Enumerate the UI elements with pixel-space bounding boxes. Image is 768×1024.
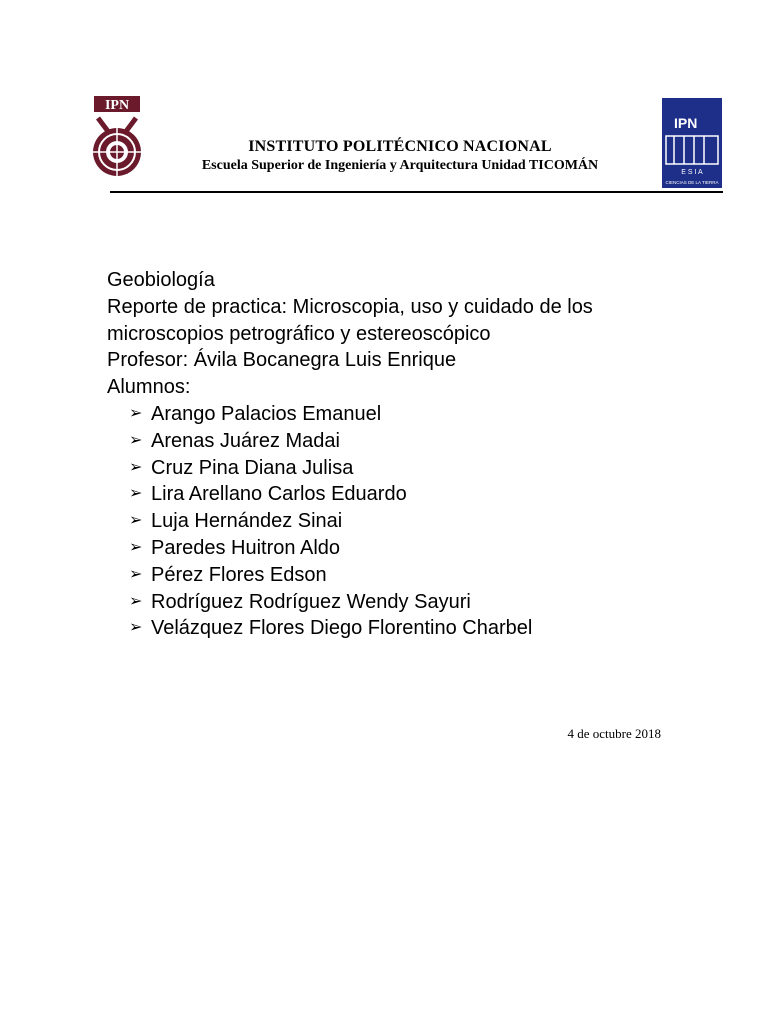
ipn-logo [90, 94, 144, 186]
school-subtitle: Escuela Superior de Ingeniería y Arquitectura Unidad TICOMÁN [201, 158, 599, 173]
student-name: Arenas Juárez Madai [151, 429, 340, 452]
arrow-bullet-icon: ➢ [129, 512, 143, 530]
arrow-bullet-icon: ➢ [129, 592, 143, 610]
report-body [107, 267, 707, 642]
report-date: 4 de octubre 2018 [567, 726, 661, 741]
svg-text:IPN: IPN [104, 98, 130, 113]
student-name: Rodríguez Rodríguez Wendy Sayuri [151, 590, 471, 613]
arrow-bullet-icon: ➢ [129, 538, 143, 556]
student-item [129, 615, 707, 642]
student-name: Paredes Huitron Aldo [151, 536, 341, 559]
professor: Profesor: Ávila Bocanegra Luis Enrique [107, 349, 457, 372]
students-label: Alumnos: [107, 376, 191, 399]
header-divider [110, 191, 723, 193]
subject: Geobiología [107, 269, 215, 291]
institution-title: INSTITUTO POLITÉCNICO NACIONAL [248, 138, 552, 155]
students-list [107, 401, 707, 642]
report-title-line-1: Reporte de practica: Microscopia, uso y cuidado de los [107, 295, 593, 318]
esia-logo [660, 96, 724, 190]
student-name: Pérez Flores Edson [151, 563, 327, 586]
arrow-bullet-icon: ➢ [129, 619, 143, 637]
arrow-bullet-icon: ➢ [129, 485, 143, 503]
arrow-bullet-icon: ➢ [129, 404, 143, 422]
student-name: Lira Arellano Carlos Eduardo [151, 483, 407, 506]
svg-text:CIENCIAS DE LA TIERRA: CIENCIAS DE LA TIERRA [665, 180, 719, 185]
student-item [129, 589, 707, 616]
arrow-bullet-icon: ➢ [129, 431, 143, 449]
student-item [129, 455, 707, 482]
student-item [129, 562, 707, 589]
student-name: Arango Palacios Emanuel [151, 402, 382, 425]
student-name: Cruz Pina Diana Julisa [151, 456, 354, 479]
student-item [129, 481, 707, 508]
arrow-bullet-icon: ➢ [129, 458, 143, 476]
report-title-line-2: microscopios petrográfico y estereoscópico [107, 322, 491, 345]
svg-text:E S I A: E S I A [681, 169, 703, 176]
student-item [129, 508, 707, 535]
student-item [129, 428, 707, 455]
svg-text:IPN: IPN [674, 115, 698, 131]
student-name: Luja Hernández Sinai [151, 510, 343, 533]
student-name: Velázquez Flores Diego Florentino Charbel [151, 617, 533, 640]
student-item [129, 401, 707, 428]
arrow-bullet-icon: ➢ [129, 565, 143, 583]
student-item [129, 535, 707, 562]
